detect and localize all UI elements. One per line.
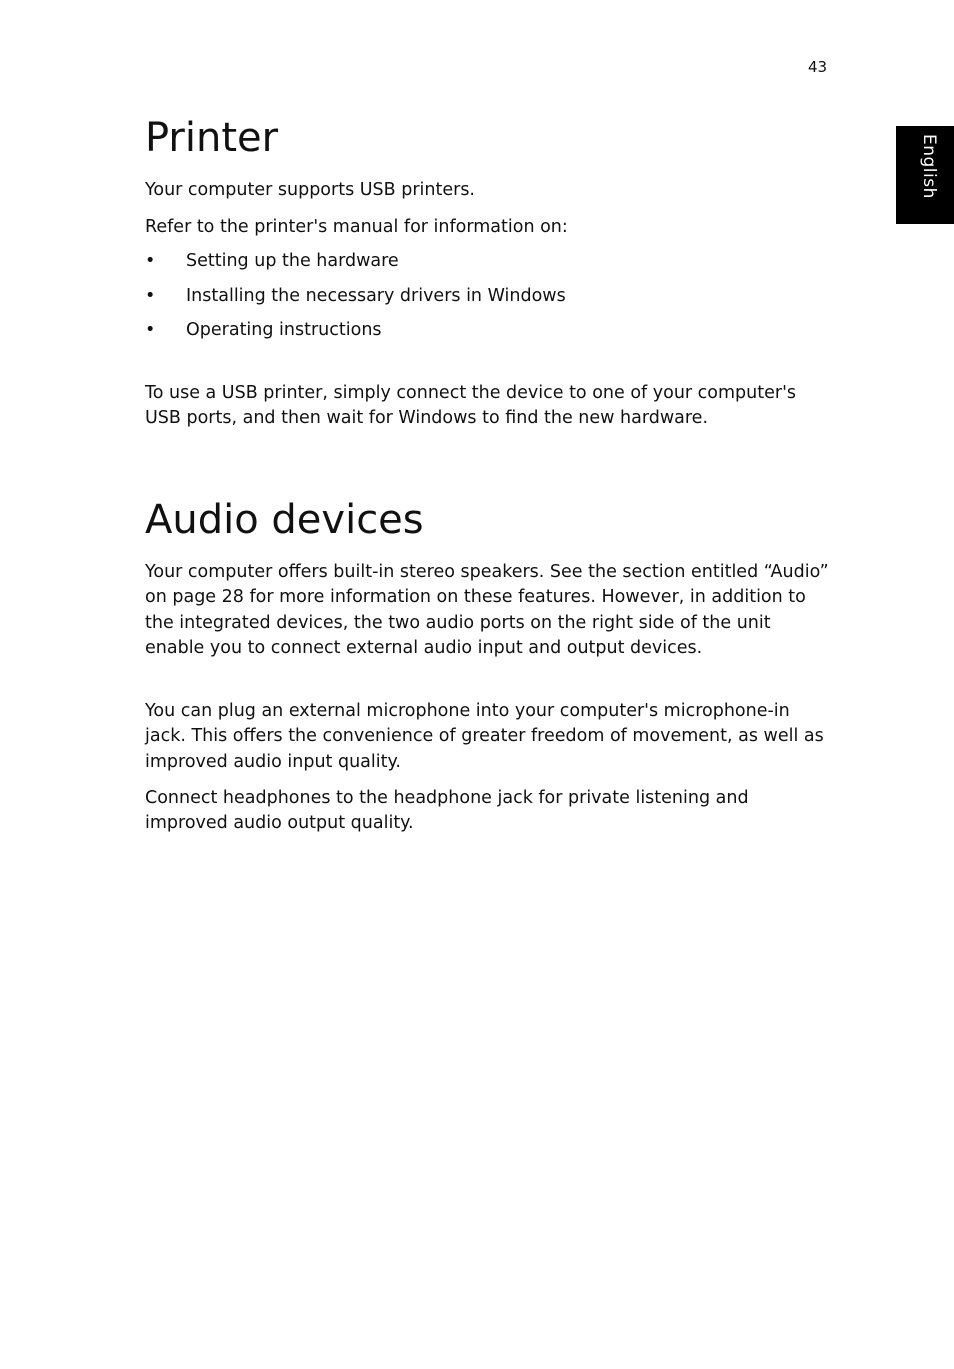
printer-section-title: Printer	[145, 115, 279, 161]
list-item	[145, 249, 835, 284]
printer-bullet-list	[145, 249, 835, 353]
list-item-text: Setting up the hardware	[186, 251, 399, 271]
bullet-icon: •	[145, 285, 156, 306]
audio-paragraph-1: Your computer offers built-in stereo speakers. See the section entitled “Audio” on page 28 for more information on these features. However, in addition to the integrated devices, the two audio ports on the right side of the unit enable you to connect external audio input and output devices.	[145, 562, 829, 658]
list-item	[145, 318, 835, 353]
list-item-text: Operating instructions	[186, 320, 382, 340]
audio-paragraph-3: Connect headphones to the headphone jack for private listening and improved audio output quality.	[145, 788, 749, 834]
audio-paragraph-2: You can plug an external microphone into your computer's microphone-in jack. This offers the convenience of greater freedom of movement, as well as improved audio input quality.	[145, 701, 824, 772]
language-tab	[896, 126, 954, 224]
page-number: 43	[808, 58, 828, 76]
list-item-text: Installing the necessary drivers in Windows	[186, 285, 566, 306]
printer-intro: Your computer supports USB printers.	[145, 180, 475, 200]
language-tab-label: English	[919, 134, 939, 199]
audio-section-title: Audio devices	[145, 497, 424, 543]
bullet-icon: •	[145, 320, 156, 340]
printer-usage: To use a USB printer, simply connect the device to one of your computer's USB ports, and then wait for Windows to find the new hardware.	[145, 383, 796, 429]
printer-refer: Refer to the printer's manual for information on:	[145, 217, 568, 237]
list-item	[145, 284, 835, 319]
bullet-icon: •	[145, 251, 156, 271]
